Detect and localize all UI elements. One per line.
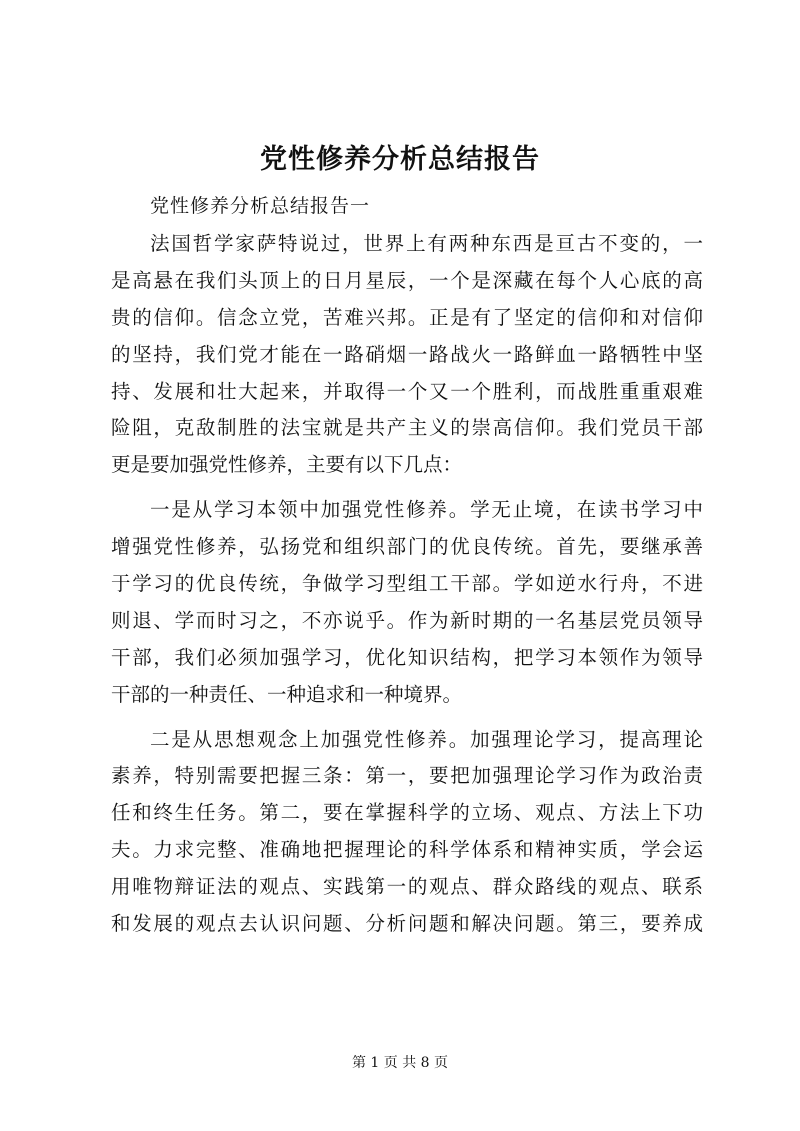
paragraph-spacer <box>111 714 703 722</box>
document-body <box>111 226 703 943</box>
text-line: 素养，特别需要把握三条：第一，要把加强理论学习作为政治责 <box>111 764 703 788</box>
text-line: 干部的一种责任、一种追求和一种境界。 <box>111 682 463 706</box>
text-line: 法国哲学家萨特说过，世界上有两种东西是亘古不变的，一 <box>150 232 703 255</box>
paragraph-2 <box>111 492 703 713</box>
paragraph-1 <box>111 226 703 484</box>
text-line: 任和终生任务。第二，要在掌握科学的立场、观点、方法上下功 <box>111 801 703 825</box>
text-line: 更是要加强党性修养，主要有以下几点： <box>111 453 463 477</box>
text-line: 用唯物辩证法的观点、实践第一的观点、群众路线的观点、联系 <box>111 875 703 899</box>
page-footer: 第 1 页 共 8 页 <box>351 1055 449 1071</box>
text-line: 则退、学而时习之，不亦说乎。作为新时期的一名基层党员领导 <box>111 608 703 632</box>
text-line: 持、发展和壮大起来，并取得一个又一个胜利，而战胜重重艰难 <box>111 379 703 403</box>
text-line: 一是从学习本领中加强党性修养。学无止境，在读书学习中 <box>150 498 703 522</box>
text-line: 贵的信仰。信念立党，苦难兴邦。正是有了坚定的信仰和对信仰 <box>111 305 703 329</box>
document-subtitle: 党性修养分析总结报告一 <box>150 195 371 217</box>
text-line: 于学习的优良传统，争做学习型组工干部。学如逆水行舟，不进 <box>111 572 703 596</box>
text-line: 和发展的观点去认识问题、分析问题和解决问题。第三，要养成 <box>111 912 703 936</box>
paragraph-spacer <box>111 484 703 492</box>
text-line: 干部，我们必须加强学习，优化知识结构，把学习本领作为领导 <box>111 645 703 669</box>
paragraph-3 <box>111 722 703 943</box>
text-line: 夫。力求完整、准确地把握理论的科学体系和精神实质，学会运 <box>111 838 703 862</box>
text-line: 二是从思想观念上加强党性修养。加强理论学习，提高理论 <box>150 727 703 751</box>
text-line: 是高悬在我们头顶上的日月星辰，一个是深藏在每个人心底的高 <box>111 268 703 292</box>
text-line: 险阻，克敌制胜的法宝就是共产主义的崇高信仰。我们党员干部 <box>111 416 703 440</box>
text-line: 的坚持，我们党才能在一路硝烟一路战火一路鲜血一路牺牲中坚 <box>111 342 703 366</box>
document-title: 党性修养分析总结报告 <box>260 144 540 175</box>
text-line: 增强党性修养，弘扬党和组织部门的优良传统。首先，要继承善 <box>111 535 703 559</box>
